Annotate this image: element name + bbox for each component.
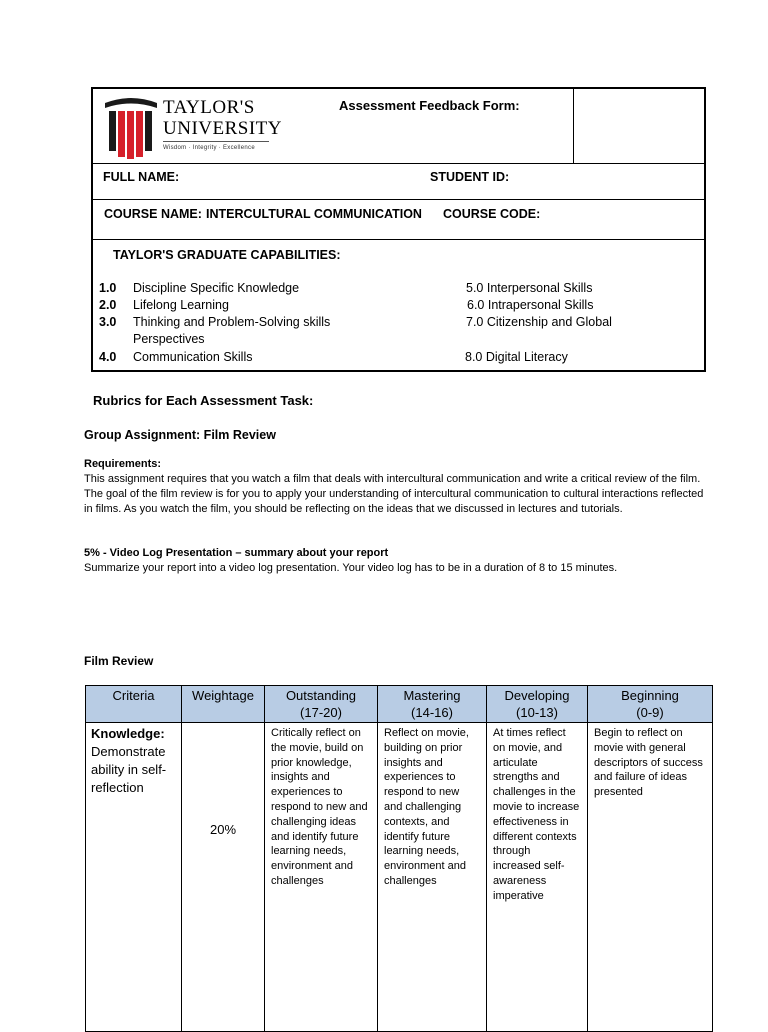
- header-beginning: Beginning (0-9): [588, 686, 713, 723]
- capability-label: Discipline Specific Knowledge: [133, 281, 300, 295]
- rubrics-heading: Rubrics for Each Assessment Task:: [93, 393, 314, 408]
- capability-item: 7.0 Citizenship and Global: [466, 315, 612, 329]
- vlog-text: Summarize your report into a video log presentation. Your video log has to be in a duration of 8 to 15 minutes.: [84, 562, 618, 574]
- capability-item: [99, 350, 252, 364]
- requirements-label: Requirements:: [84, 458, 162, 470]
- capability-number: 2.0: [99, 298, 117, 312]
- beginning-cell: Begin to reflect on movie with general descriptors of success and failure of ideas presented: [588, 723, 713, 1032]
- criteria-text: Demonstrate ability in self-reflection: [91, 744, 167, 795]
- divider: [93, 239, 704, 240]
- course-name-label: COURSE NAME:: [104, 207, 202, 221]
- capability-number: 1.0: [99, 281, 117, 295]
- assignment-heading: Group Assignment: Film Review: [84, 428, 276, 442]
- logo-name-line1: TAYLOR'S: [163, 97, 255, 118]
- outstanding-cell: Critically reflect on the movie, build on prior knowledge, insights and experiences to respond to new and challenging ideas and identify future learning needs, environment and challenges: [265, 723, 378, 1032]
- course-code-label: COURSE CODE:: [443, 207, 541, 221]
- divider: [93, 199, 704, 200]
- capability-item: 5.0 Interpersonal Skills: [466, 281, 593, 295]
- logo-tagline: Wisdom · Integrity · Excellence: [163, 145, 255, 151]
- logo-wordmark: [163, 97, 282, 151]
- capability-item: [99, 332, 205, 346]
- criteria-cell: [86, 723, 182, 1032]
- capability-number: 3.0: [99, 315, 117, 329]
- logo-name-line2: UNIVERSITY: [163, 118, 282, 139]
- header-weightage: Weightage: [182, 686, 265, 723]
- table-header-row: [86, 686, 713, 723]
- capability-label: Perspectives: [133, 332, 205, 346]
- vlog-label: 5% - Video Log Presentation – summary about your report: [84, 547, 389, 559]
- logo-rule: [163, 141, 269, 142]
- student-id-label: STUDENT ID:: [430, 170, 510, 184]
- capability-number: 4.0: [99, 350, 117, 364]
- table-row: [86, 723, 713, 1032]
- header-outstanding: Outstanding (17-20): [265, 686, 378, 723]
- developing-cell: At times reflect on movie, and articulate strengths and challenges in the movie to increase effectiveness in different contexts through increased self-awareness imperative: [487, 723, 588, 1032]
- capability-label: Thinking and Problem-Solving skills: [133, 315, 331, 329]
- criteria-title: Knowledge:: [91, 726, 165, 741]
- weightage-cell: 20%: [182, 723, 265, 1032]
- assessment-header-box: [91, 87, 706, 372]
- mastering-cell: Reflect on movie, building on prior insights and experiences to respond to new and challenging contexts, and identify future learning needs, environment and challenges: [378, 723, 487, 1032]
- header-criteria: Criteria: [86, 686, 182, 723]
- capability-item: [99, 315, 330, 329]
- capability-item: [99, 298, 229, 312]
- capability-label: Communication Skills: [133, 350, 253, 364]
- taylors-university-logo: [103, 95, 159, 159]
- capability-label: Lifelong Learning: [133, 298, 229, 312]
- divider: [93, 163, 704, 164]
- capabilities-title: TAYLOR'S GRADUATE CAPABILITIES:: [113, 248, 341, 262]
- capability-item: [99, 281, 299, 295]
- rubric-table: [85, 685, 713, 1032]
- header-developing: Developing (10-13): [487, 686, 588, 723]
- form-title: Assessment Feedback Form:: [339, 98, 520, 113]
- capability-item: 6.0 Intrapersonal Skills: [467, 298, 594, 312]
- capability-item: 8.0 Digital Literacy: [465, 350, 568, 364]
- film-review-heading: Film Review: [84, 654, 154, 668]
- header-mastering: Mastering (14-16): [378, 686, 487, 723]
- course-name-value: INTERCULTURAL COMMUNICATION: [206, 207, 422, 221]
- divider: [573, 89, 574, 163]
- full-name-label: FULL NAME:: [103, 170, 180, 184]
- requirements-text: This assignment requires that you watch a film that deals with intercultural communication and write a critical review of the film. The goal of the film review is for you to apply your understanding of intercultural communication to cultural interactions reflected in films. As you watch the film, you should be reflecting on the ideas that we discussed in lectures and tutorials.: [84, 473, 704, 515]
